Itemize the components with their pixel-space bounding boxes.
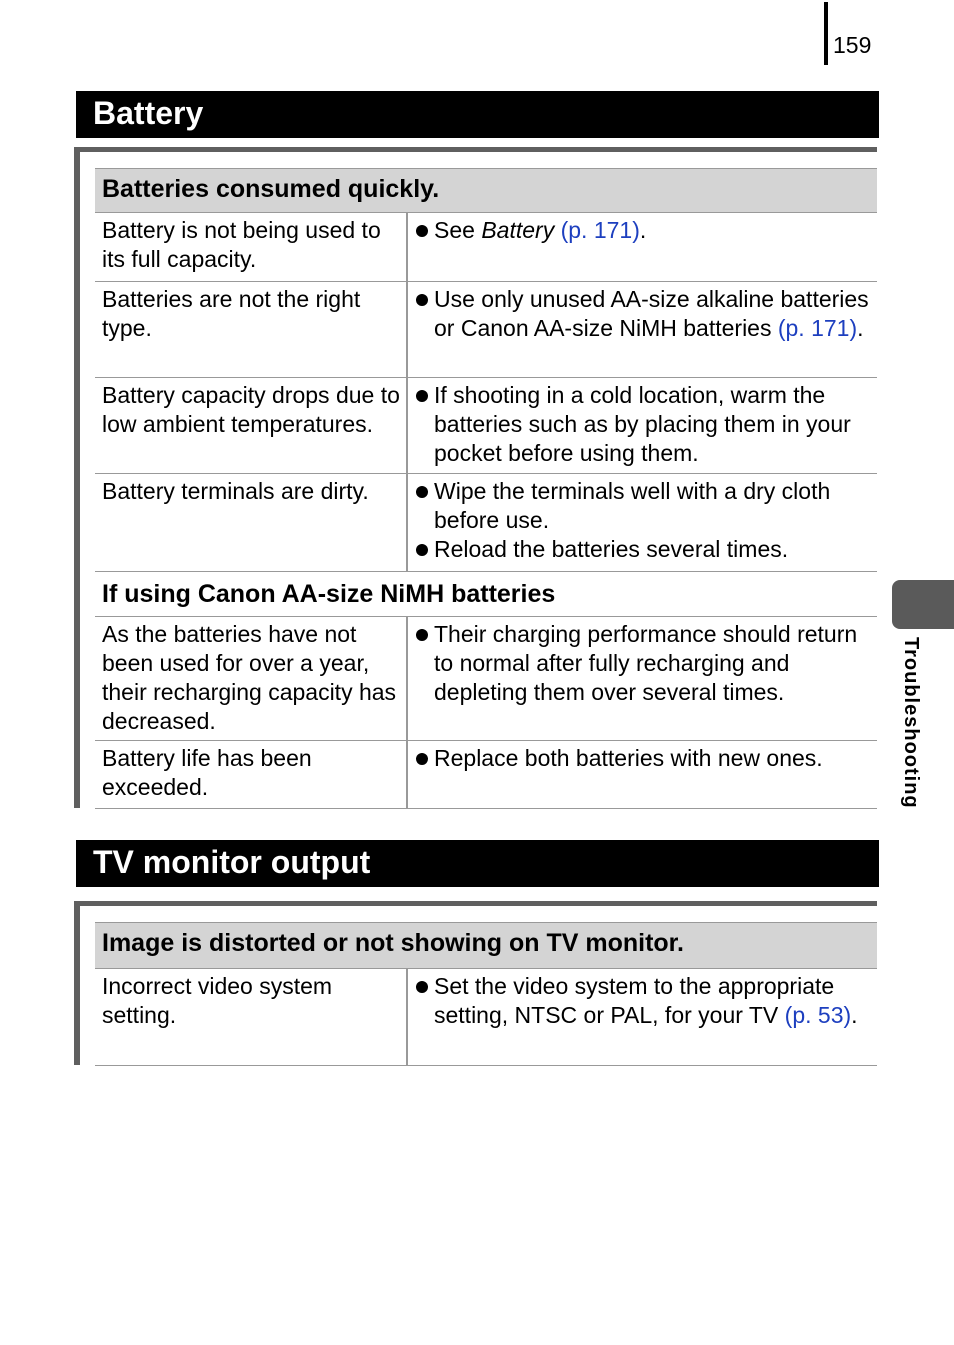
solution-item: Reload the batteries several times. bbox=[416, 535, 871, 564]
cause-cell: Batteries are not the right type. bbox=[95, 282, 408, 377]
bullet-icon bbox=[416, 390, 428, 402]
solution-cell bbox=[408, 213, 877, 281]
page-number: 159 bbox=[833, 32, 872, 58]
solution-item: If shooting in a cold location, warm the batteries such as by placing them in your pocket before using them. bbox=[416, 381, 871, 468]
solution-item: Use only unused AA-size alkaline batteries or Canon AA-size NiMH batteries (p. 171). bbox=[416, 285, 871, 343]
page-reference-link[interactable]: (p. 53) bbox=[784, 1002, 852, 1028]
table-row bbox=[95, 617, 877, 741]
table-row bbox=[95, 282, 877, 378]
cause-cell: Incorrect video system setting. bbox=[95, 969, 408, 1065]
table-row bbox=[95, 213, 877, 282]
battery-block-left-rule bbox=[74, 147, 80, 808]
image-distorted-heading: Image is distorted or not showing on TV monitor. bbox=[95, 922, 877, 969]
bullet-icon bbox=[416, 544, 428, 556]
cause-cell: Battery life has been exceeded. bbox=[95, 741, 408, 808]
solution-item: Set the video system to the appropriate setting, NTSC or PAL, for your TV (p. 53). bbox=[416, 972, 871, 1030]
cause-cell: Battery terminals are dirty. bbox=[95, 474, 408, 571]
table-row bbox=[95, 741, 877, 809]
tv-block-left-rule bbox=[74, 901, 80, 1065]
tv-block-top-rule bbox=[74, 901, 877, 906]
solution-item: Their charging performance should return to normal after fully recharging and depleting them over several times. bbox=[416, 620, 871, 707]
battery-italic-term: Battery bbox=[481, 217, 555, 243]
solution-cell bbox=[408, 969, 877, 1065]
solution-item: See Battery (p. 171). bbox=[416, 216, 871, 245]
cause-cell: As the batteries have not been used for over a year, their recharging capacity has decreased. bbox=[95, 617, 408, 740]
tv-table bbox=[95, 969, 877, 1066]
bullet-icon bbox=[416, 629, 428, 641]
solution-cell bbox=[408, 741, 877, 808]
page-reference-link[interactable]: (p. 171) bbox=[560, 217, 640, 243]
table-row bbox=[95, 969, 877, 1066]
table-row bbox=[95, 378, 877, 474]
battery-section-title: Battery bbox=[76, 91, 879, 138]
page-number-rule bbox=[824, 2, 828, 65]
bullet-icon bbox=[416, 486, 428, 498]
bullet-icon bbox=[416, 981, 428, 993]
solution-cell bbox=[408, 378, 877, 473]
tv-section-title: TV monitor output bbox=[76, 840, 879, 887]
cause-cell: Battery is not being used to its full capacity. bbox=[95, 213, 408, 281]
chapter-tab-marker bbox=[892, 580, 954, 629]
battery-block-top-rule bbox=[74, 147, 877, 152]
chapter-tab-label: Troubleshooting bbox=[900, 637, 922, 809]
solution-cell bbox=[408, 617, 877, 740]
battery-table bbox=[95, 213, 877, 572]
bullet-icon bbox=[416, 294, 428, 306]
nimh-batteries-heading: If using Canon AA-size NiMH batteries bbox=[95, 571, 877, 617]
solution-cell bbox=[408, 474, 877, 571]
nimh-table bbox=[95, 617, 877, 809]
cause-cell: Battery capacity drops due to low ambient temperatures. bbox=[95, 378, 408, 473]
page-reference-link[interactable]: (p. 171) bbox=[777, 315, 858, 341]
solution-item: Wipe the terminals well with a dry cloth before use. bbox=[416, 477, 871, 535]
bullet-icon bbox=[416, 225, 428, 237]
solution-item: Replace both batteries with new ones. bbox=[416, 744, 871, 773]
batteries-consumed-quickly-heading: Batteries consumed quickly. bbox=[95, 168, 877, 213]
bullet-icon bbox=[416, 753, 428, 765]
solution-cell bbox=[408, 282, 877, 377]
table-row bbox=[95, 474, 877, 572]
